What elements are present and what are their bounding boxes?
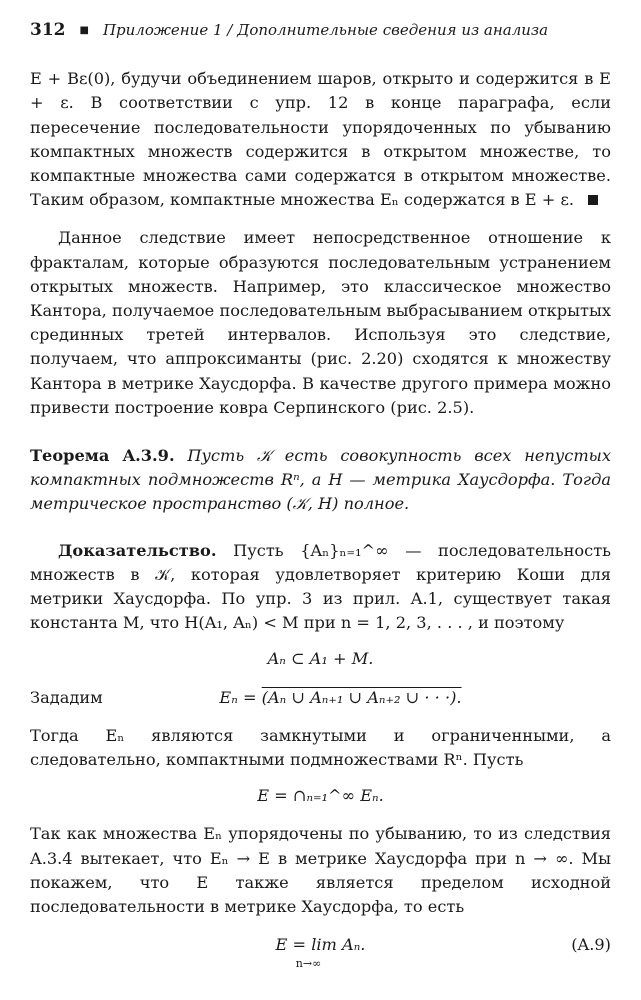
running-title: Приложение 1 / Дополнительные сведения из анализа	[102, 21, 549, 39]
header-bullet-icon: ■	[79, 25, 89, 36]
paragraph-1-text: E + Bε(0), будучи объединением шаров, открыто и содержится в E + ε. В соответствии с упр. 12 в конце параграфа, если пересечение последовательности упорядоченных по убыванию компактных множеств содержится в открытом множестве, то компактные множества сами содержатся в открытом множестве. Таким образом, компактные множества Eₙ содержатся в E + ε.	[30, 69, 611, 210]
paragraph-1	[30, 67, 611, 212]
qed-icon	[588, 195, 598, 205]
theorem-block	[30, 444, 611, 517]
theorem-text: Пусть 𝒦 есть совокупность всех непустых компактных подмножеств Rⁿ, а H — метрика Хаусдорфа. Тогда метрическое пространство (𝒦, H) полное.	[30, 446, 611, 514]
paragraph-3: Тогда Eₙ являются замкнутыми и ограниченными, а следовательно, компактными подмножествами Rⁿ. Пусть	[30, 725, 611, 770]
theorem-label: Теорема A.3.9.	[30, 446, 175, 466]
display-formula-4-row	[30, 933, 611, 969]
display-formula-1: Aₙ ⊂ A₁ + M.	[267, 649, 374, 669]
paragraph-4: Так как множества Eₙ упорядочены по убыванию, то из следствия A.3.4 вытекает, что Eₙ → E в метрике Хаусдорфа при n → ∞. Мы покажем, что E также является пределом исходной последовательности в метрике Хаусдорфа, то есть	[30, 824, 611, 917]
display-formula-4: E = lim Aₙ.	[275, 935, 366, 955]
paragraph-2: Данное следствие имеет непосредственное отношение к фракталам, которые образуются последовательным устранением открытых множеств. Например, это классическое множество Кантора, получаемое последовательным выбрасыванием открытых срединных третей интервалов. Используя это следствие, получаем, что аппроксиманты (рис. 2.20) сходятся к множеству Кантора в метрике Хаусдорфа. В качестве другого примера можно привести построение ковра Серпинского (рис. 2.5).	[30, 228, 611, 417]
display-formula-3: E = ∩ₙ₌₁^∞ Eₙ.	[257, 786, 384, 806]
proof-label: Доказательство.	[58, 540, 217, 560]
definition-row	[30, 686, 611, 710]
define-lead: Зададим	[30, 687, 103, 707]
display-formula-2-lhs: Eₙ =	[219, 687, 257, 707]
page-number: 312	[30, 20, 66, 40]
proof-block	[30, 539, 611, 636]
page-header	[30, 18, 611, 45]
proof-text: Пусть {Aₙ}ₙ₌₁^∞ — последовательность множеств в 𝒦, которая удовлетворяет критерию Коши для метрики Хаусдорфа. По упр. 3 из прил. A.1, существует такая константа M, что H(A₁, Aₙ) < M при n = 1, 2, 3, . . . , и поэтому	[30, 540, 611, 633]
display-formula-2-rhs: (Aₙ ∪ Aₙ₊₁ ∪ Aₙ₊₂ ∪ · · ·).	[261, 687, 462, 707]
limit-subscript: n→∞	[295, 956, 322, 970]
equation-number: (A.9)	[571, 935, 611, 955]
display-formula-2	[150, 686, 611, 710]
